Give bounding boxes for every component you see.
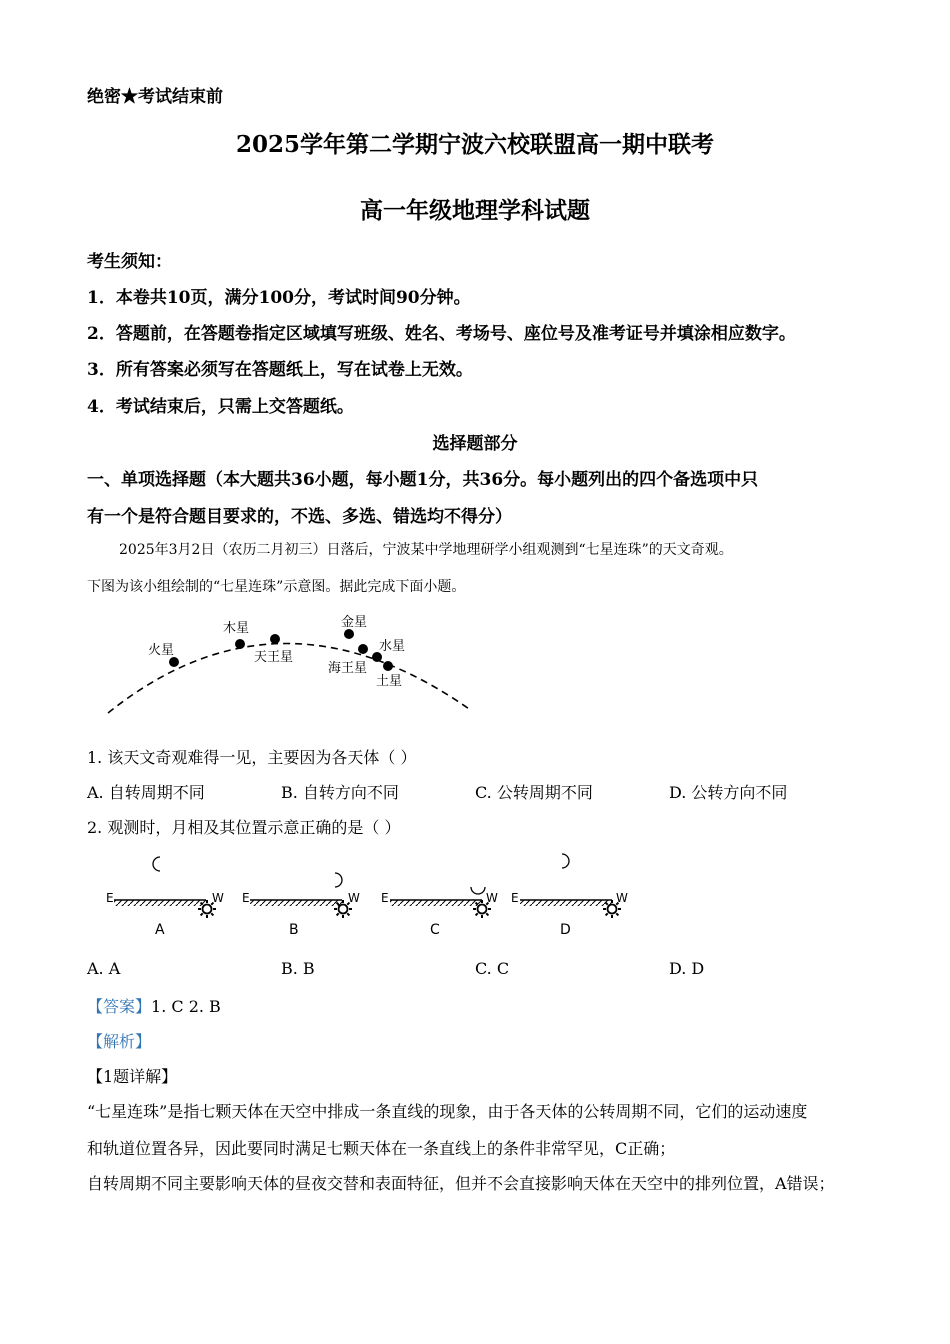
uranus-dot [270,634,280,644]
intro-line1: 2025年3月2日（农历二月初三）日落后，宁波某中学地理研学小组观测到“七星连珠”的天文奇观。 [119,542,733,558]
analysis-line-1: “七星连珠”是指七颗天体在天空中排成一条直线的现象，由于各天体的公转周期不同，它们的运动速度 [87,1102,808,1121]
uranus-label: 天王星 [254,650,294,665]
section-heading-line1: 一、单项选择题（本大题共36小题，每小题1分，共36分。每小题列出的四个备选项中只 [87,470,759,490]
q1-stem: 1. 该天文奇观难得一见，主要因为各天体（ ） [87,748,417,767]
panel-label: A [155,922,165,938]
moon-phase-figure [100,850,640,942]
notice-item-3: 3．所有答案必须写在答题纸上，写在试卷上无效。 [87,360,473,380]
west-label: W [616,891,628,905]
notice-item-4: 4．考试结束后，只需上交答题纸。 [87,397,354,417]
venus-label: 金星 [341,615,368,630]
moon-panel-c [381,887,498,938]
venus-dot [344,629,354,639]
neptune-dot [358,644,368,654]
east-label: E [381,891,389,905]
west-label: W [212,891,224,905]
moon-crescent-icon [562,854,569,868]
q2-option-c[interactable]: C. C [475,959,510,978]
moon-panel-a [106,857,224,938]
west-label: W [348,891,360,905]
notice-item-1: 1．本卷共10页，满分100分，考试时间90分钟。 [87,288,471,308]
moon-crescent-icon [153,857,160,871]
neptune-label: 海王星 [328,661,368,676]
notice-heading: 考生须知： [87,252,172,272]
notice-item-2: 2．答题前，在答题卷指定区域填写班级、姓名、考场号、座位号及准考证号并填涂相应数字。 [87,324,796,344]
moon-panel-b [242,873,360,938]
mars-label: 火星 [148,643,175,658]
moon-panel-d [511,854,628,938]
section-heading-line2: 有一个是符合题目要求的，不选、多选、错选均不得分） [87,507,512,527]
planet-alignment-figure [100,605,480,720]
detail-label: 【1题详解】 [87,1067,178,1086]
q2-option-a[interactable]: A. A [87,959,121,978]
answer-label: 【答案】 [87,997,152,1016]
analysis-line-3: 自转周期不同主要影响天体的昼夜交替和表面特征，但并不会直接影响天体在天空中的排列位置，A错误； [87,1174,835,1193]
saturn-dot [383,661,393,671]
west-label: W [486,891,498,905]
jupiter-label: 木星 [223,621,250,636]
exam-subtitle: 高一年级地理学科试题 [360,197,590,224]
moon-crescent-icon [471,887,485,894]
jupiter-dot [235,639,245,649]
answer-value: 1. C 2. B [151,997,221,1016]
q1-option-a[interactable]: A. 自转周期不同 [87,783,205,802]
panel-label: D [560,922,571,938]
east-label: E [511,891,519,905]
analysis-line-2: 和轨道位置各异，因此要同时满足七颗天体在一条直线上的条件非常罕见，C正确； [87,1139,676,1158]
q1-option-c[interactable]: C. 公转周期不同 [475,783,593,802]
q2-stem: 2. 观测时，月相及其位置示意正确的是（ ） [87,818,401,837]
east-label: E [106,891,114,905]
section-title: 选择题部分 [432,434,518,454]
panel-label: B [289,922,299,938]
saturn-label: 土星 [376,674,403,689]
panel-label: C [430,922,440,938]
q1-option-d[interactable]: D. 公转方向不同 [669,783,788,802]
exam-title: 2025学年第二学期宁波六校联盟高一期中联考 [235,131,714,158]
mercury-label: 水星 [379,639,406,654]
analysis-label: 【解析】 [87,1032,152,1051]
intro-line2: 下图为该小组绘制的“七星连珠”示意图。据此完成下面小题。 [87,579,466,595]
mars-dot [169,657,179,667]
q1-option-b[interactable]: B. 自转方向不同 [281,783,399,802]
confidential-label: 绝密★考试结束前 [87,87,223,107]
answer-row [87,994,221,1017]
moon-crescent-icon [335,873,342,887]
q2-option-b[interactable]: B. B [281,959,315,978]
q2-option-d[interactable]: D. D [669,959,705,978]
east-label: E [242,891,250,905]
